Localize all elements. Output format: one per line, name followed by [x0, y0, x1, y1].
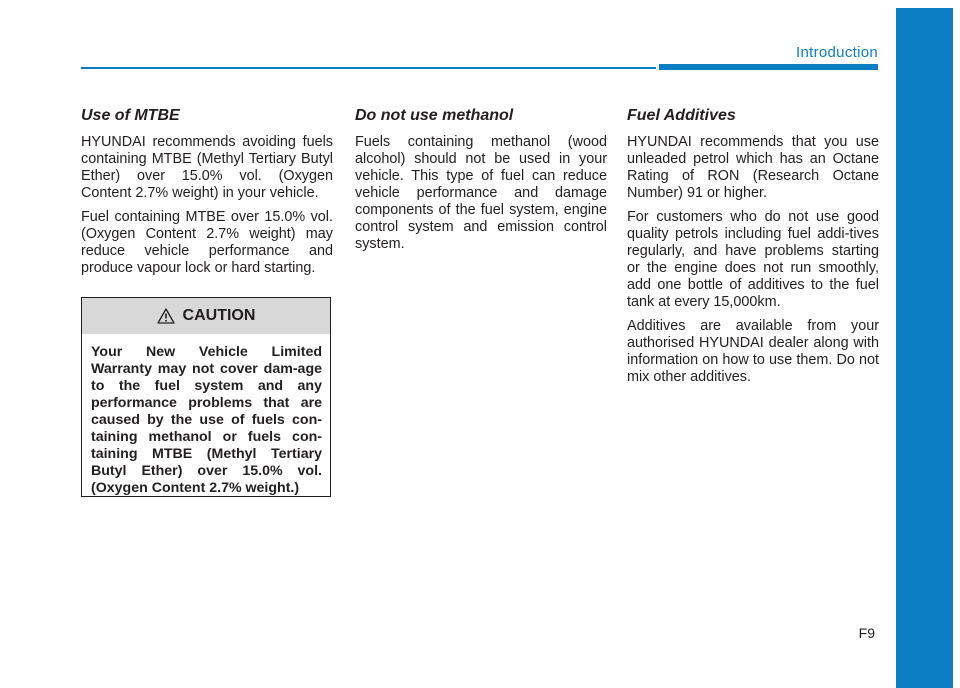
paragraph: Fuels containing methanol (wood alcohol) should not be used in your vehicle. This type of fuel can reduce vehicle performance and damage components of the fuel system, engine control system and emission control system. — [355, 134, 607, 252]
page-number: F9 — [858, 625, 875, 641]
caution-label: CAUTION — [182, 307, 256, 324]
heading-methanol: Do not use methanol — [355, 107, 514, 124]
section-title: Introduction — [796, 44, 878, 61]
header-rule-thick — [659, 64, 878, 70]
caution-box — [81, 297, 331, 497]
column-mtbe — [81, 106, 333, 284]
paragraph: Additives are available from your authorised HYUNDAI dealer along with information on how to use them. Do not mix other additives. — [627, 318, 879, 385]
chapter-side-tab — [896, 8, 953, 688]
paragraph: HYUNDAI recommends that you use unleaded petrol which has an Octane Rating of RON (Research Octane Number) 91 or higher. — [627, 134, 879, 201]
paragraph: HYUNDAI recommends avoiding fuels containing MTBE (Methyl Tertiary Butyl Ether) over 15.0% vol. (Oxygen Content 2.7% weight) in your vehicle. — [81, 134, 333, 201]
heading-fuel-additives: Fuel Additives — [627, 107, 736, 124]
warning-triangle-icon — [157, 308, 175, 324]
heading-mtbe: Use of MTBE — [81, 107, 180, 124]
column-fuel-additives — [627, 106, 879, 393]
header-rule-thin — [81, 67, 656, 69]
paragraph: For customers who do not use good quality petrols including fuel addi-tives regularly, and have problems starting or the engine does not run smoothly, add one bottle of additives to the fuel tank at every 15,000km. — [627, 209, 879, 310]
caution-text: Your New Vehicle Limited Warranty may not cover dam-age to the fuel system and any performance problems that are caused by the use of fuels con-taining methanol or fuels con-taining MTBE (Methyl Tertiary Butyl Ether) over 15.0% vol. (Oxygen Content 2.7% weight.) — [91, 344, 322, 496]
caution-header — [82, 298, 330, 334]
column-methanol — [355, 106, 607, 260]
paragraph: Fuel containing MTBE over 15.0% vol. (Oxygen Content 2.7% weight) may reduce vehicle performance and produce vapour lock or hard starting. — [81, 209, 333, 276]
